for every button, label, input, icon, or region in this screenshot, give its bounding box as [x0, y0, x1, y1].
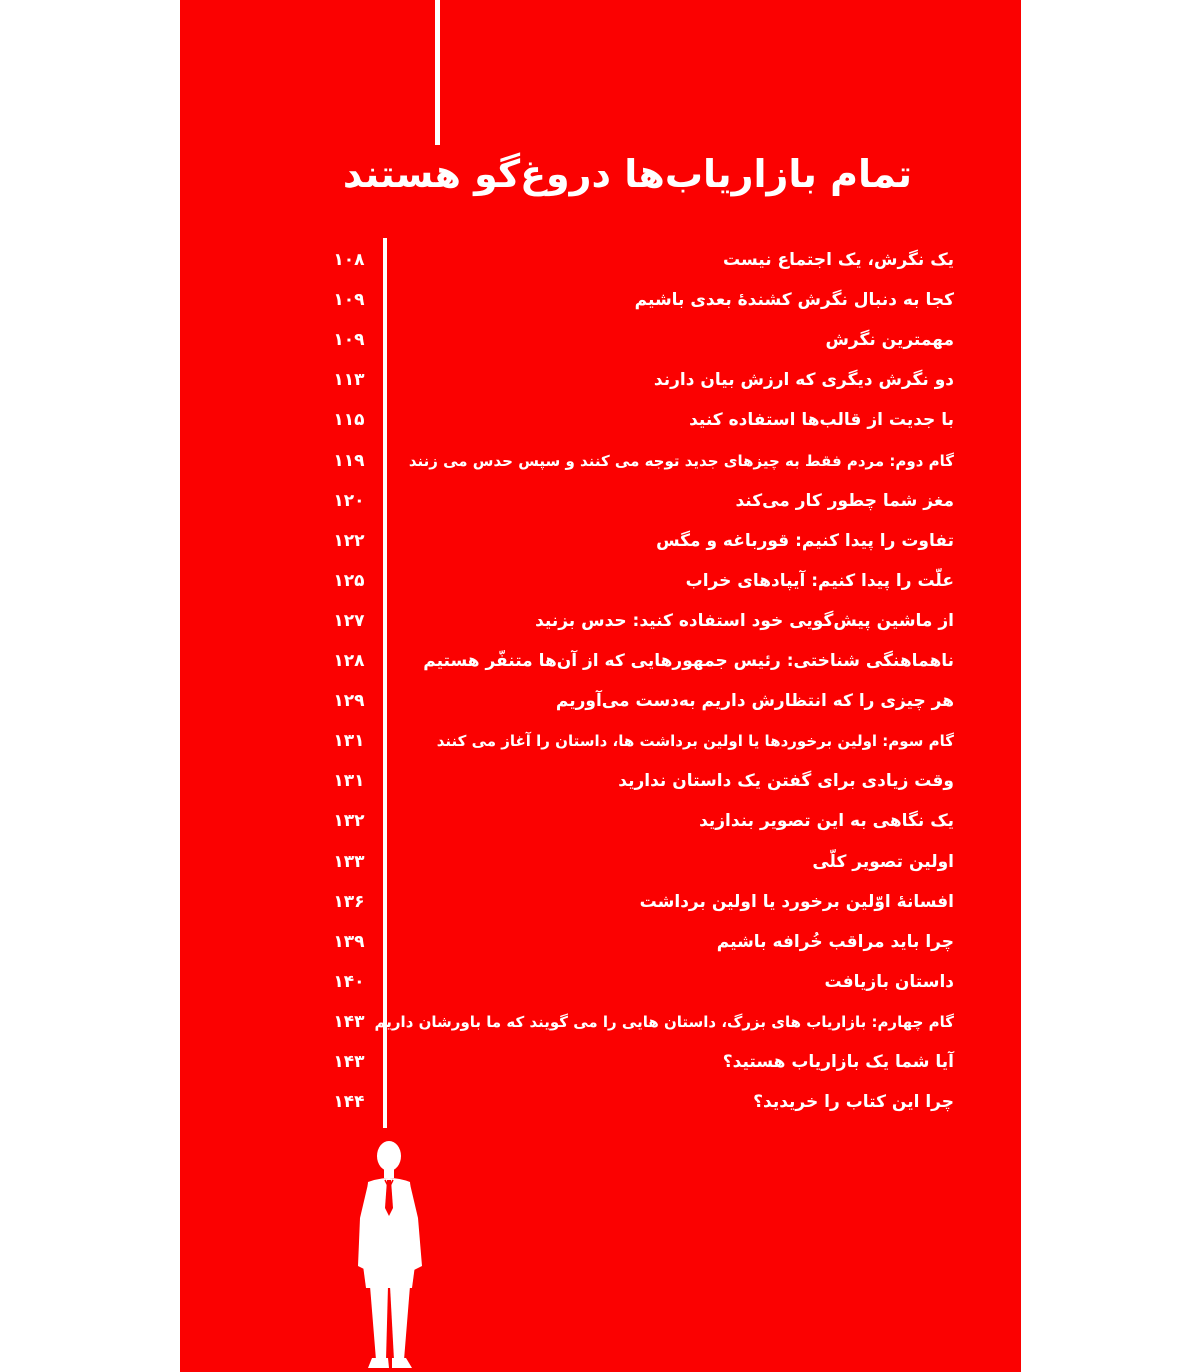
toc-entry-page-number: ۱۳۹	[333, 931, 365, 952]
toc-entry-page-number: ۱۱۳	[333, 370, 365, 391]
toc-entry-title: از ماشین پیش‌گویی خود استفاده کنید: حدس بزنید	[535, 610, 954, 631]
toc-entry-title: گام چهارم: بازاریاب های بزرگ، داستان هایی را می گویند که ما باورشان داریم	[374, 1012, 954, 1031]
toc-entry-page-number: ۱۳۲	[333, 811, 365, 832]
toc-entry	[180, 481, 1021, 521]
toc-entry	[180, 1042, 1021, 1082]
toc-entry-title: چرا این کتاب را خریدید؟	[753, 1092, 954, 1113]
toc-entry-title: گام دوم: مردم فقط به چیزهای جدید توجه می کنند و سپس حدس می زنند	[408, 451, 954, 470]
top-divider-line	[435, 0, 440, 145]
toc-entry	[180, 962, 1021, 1002]
toc-entry-title: مغز شما چطور کار می‌کند	[735, 490, 954, 511]
toc-entry	[180, 1002, 1021, 1042]
toc-entry-page-number: ۱۱۹	[333, 450, 365, 471]
book-page	[180, 0, 1021, 1372]
toc-entry-page-number: ۱۲۸	[333, 651, 365, 671]
toc-entry-title: افسانهٔ اوّلین برخورد یا اولین برداشت	[639, 891, 954, 912]
toc-entry-title: مهمترین نگرش	[825, 330, 954, 351]
toc-entry-page-number: ۱۴۳	[333, 1052, 365, 1072]
toc-entry-page-number: ۱۰۹	[333, 330, 365, 351]
toc-entry	[180, 721, 1021, 761]
toc-entry-page-number: ۱۲۰	[333, 490, 365, 511]
toc-entry-page-number: ۱۳۱	[333, 731, 365, 752]
toc-entry-title: با جدیت از قالب‌ها استفاده کنید	[689, 410, 954, 431]
toc-entry	[180, 922, 1021, 962]
toc-entry	[180, 601, 1021, 641]
toc-entry-title: تفاوت را پیدا کنیم: قورباغه و مگس	[656, 530, 954, 551]
businessman-silhouette-icon	[356, 1138, 436, 1372]
toc-entry-page-number: ۱۳۶	[333, 891, 365, 912]
toc-entry-title: آیا شما یک بازاریاب هستید؟	[722, 1052, 954, 1072]
toc-entry-page-number: ۱۰۸	[333, 250, 365, 270]
toc-entry-page-number: ۱۴۰	[333, 971, 365, 992]
toc-entry	[180, 842, 1021, 882]
toc-entry	[180, 240, 1021, 280]
toc-entry-title: وقت زیادی برای گفتن یک داستان ندارید	[618, 771, 954, 792]
toc-entry-page-number: ۱۱۵	[333, 410, 365, 431]
toc-entry	[180, 641, 1021, 681]
toc-entry	[180, 521, 1021, 561]
toc-entry	[180, 882, 1021, 922]
toc-entry	[180, 441, 1021, 481]
toc-entry-title: داستان بازیافت	[824, 971, 954, 992]
toc-entry-page-number: ۱۲۵	[333, 570, 365, 591]
toc-entry-page-number: ۱۲۷	[333, 610, 365, 631]
toc-entry-title: کجا به دنبال نگرش کشندهٔ بعدی باشیم	[634, 290, 954, 311]
toc-entry	[180, 801, 1021, 841]
toc-entry-page-number: ۱۳۱	[333, 771, 365, 792]
toc-entry	[180, 320, 1021, 360]
toc-entry	[180, 561, 1021, 601]
toc-entry	[180, 681, 1021, 721]
toc-entry	[180, 761, 1021, 801]
toc-entry-title: یک نگرش، یک اجتماع نیست	[722, 250, 954, 270]
toc-entry	[180, 360, 1021, 400]
toc-entry-title: چرا باید مراقب خُرافه باشیم	[716, 931, 954, 952]
toc-entry-title: یک نگاهی به این تصویر بندازید	[699, 811, 954, 832]
toc-entry	[180, 1082, 1021, 1122]
toc-entry-page-number: ۱۲۹	[333, 691, 365, 712]
toc-entry-title: علّت را پیدا کنیم: آیپادهای خراب	[685, 570, 954, 591]
toc-entry-title: گام سوم: اولین برخوردها یا اولین برداشت ها، داستان را آغاز می کنند	[436, 732, 954, 751]
toc-entry-title: هر چیزی را که انتظارش داریم به‌دست می‌آوریم	[555, 691, 954, 712]
toc-entry-page-number: ۱۳۳	[333, 851, 365, 872]
toc-entry-title: دو نگرش دیگری که ارزش بیان دارند	[653, 370, 954, 391]
toc-entry-page-number: ۱۰۹	[333, 290, 365, 311]
toc-entry-title: ناهماهنگی شناختی: رئیس جمهورهایی که از آن‌ها متنفّر هستیم	[423, 651, 954, 671]
toc-entry-page-number: ۱۴۳	[333, 1011, 365, 1032]
toc-entry-page-number: ۱۲۲	[333, 530, 365, 551]
toc-entry	[180, 400, 1021, 440]
toc-entry	[180, 280, 1021, 320]
toc-entry-page-number: ۱۴۴	[333, 1092, 365, 1113]
toc-entry-title: اولین تصویر کلّی	[812, 851, 954, 872]
book-title: تمام بازاریاب‌ها دروغ‌گو هستند	[342, 152, 912, 196]
